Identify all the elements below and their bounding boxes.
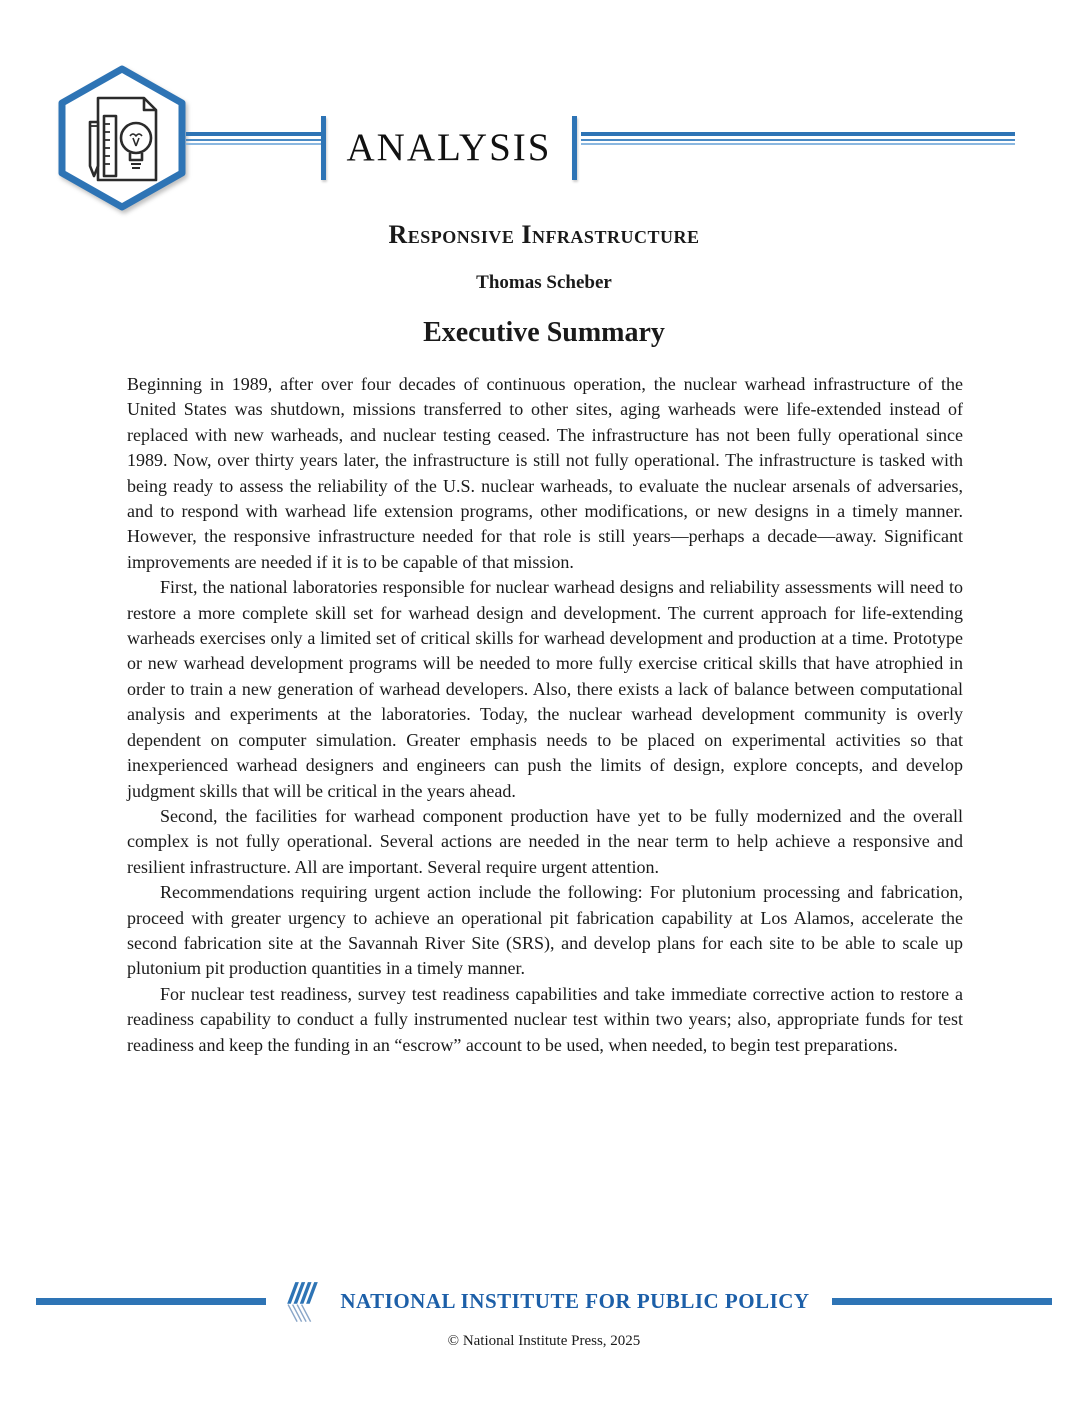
drafting-tools-hexagon-icon: [56, 64, 188, 212]
masthead: [0, 0, 1088, 212]
executive-summary-body: [127, 372, 963, 1058]
masthead-banner-label: ANALYSIS: [346, 126, 552, 169]
paragraph: Beginning in 1989, after over four decades of continuous operation, the nuclear warhead infrastructure of the United States was shutdown, missions transferred to other sites, aging warheads were life-extended instead of replaced with new warheads, and nuclear testing ceased. The infrastructure has not been fully operational since 1989. Now, over thirty years later, the infrastructure is still not fully operational. The infrastructure is tasked with being ready to assess the reliability of the U.S. nuclear warheads, to evaluate the nuclear arsenals of adversaries, and to respond with warhead life extension programs, other modifications, or new designs in a timely manner. However, the responsive infrastructure needed for that role is still years—perhaps a decade—away. Significant improvements are needed if it is to be capable of that mission.: [127, 374, 963, 572]
copyright-line: © National Institute Press, 2025: [447, 1333, 641, 1349]
author-byline: Thomas Scheber: [476, 272, 612, 293]
header-rule-right: [581, 132, 1015, 145]
footer-org-name: NATIONAL INSTITUTE FOR PUBLIC POLICY: [340, 1288, 810, 1313]
paragraph: For nuclear test readiness, survey test readiness capabilities and take immediate corrective action to restore a readiness capability to conduct a fully instrumented nuclear test within two years; also, appropriate funds for test readiness and keep the funding in an “escrow” account to be used, when needed, to begin test preparations.: [127, 983, 963, 1055]
hexagon-logo: [56, 64, 188, 212]
document-main: [0, 212, 1088, 349]
header-divider-bar-right: [572, 116, 577, 180]
niip-stripes-icon: [280, 1278, 334, 1324]
document-title: Responsive Infrastructure: [388, 220, 700, 249]
footer-rule-left: [36, 1298, 266, 1305]
paragraph: Recommendations requiring urgent action include the following: For plutonium processing and fabrication, proceed with greater urgency to achieve an operational pit fabrication capability at Los Alamos, accelerate the second fabrication site at the Savannah River Site (SRS), and develop plans for each site to be able to scale up plutonium pit production quantities in a timely manner.: [127, 882, 963, 979]
paragraph: First, the national laboratories responsible for nuclear warhead designs and reliability assessments will need to restore a more complete skill set for warhead design and development. The current approach for life-extending warheads exercises only a limited set of critical skills for warhead development and production at a time. Prototype or new warhead development programs will be needed to more fully exercise critical skills that have atrophied in order to train a new generation of warhead developers. Also, there exists a lack of balance between computational analysis and experiments at the laboratories. Today, the nuclear warhead development community is overly dependent on computer simulation. Greater emphasis needs to be placed on experimental activities so that inexperienced warhead designers and engineers can push the limits of design, explore concepts, and develop judgment skills that will be critical in the years ahead.: [127, 577, 963, 801]
footer: [0, 1278, 1088, 1350]
paragraph: Second, the facilities for warhead component production have yet to be fully modernized and the overall complex is not fully operational. Several actions are needed in the near term to help achieve a responsive and resilient infrastructure. All are important. Several require urgent attention.: [127, 805, 963, 877]
footer-rule-right: [832, 1298, 1052, 1305]
header-rule-left: [186, 132, 322, 145]
section-heading: Executive Summary: [423, 317, 665, 348]
